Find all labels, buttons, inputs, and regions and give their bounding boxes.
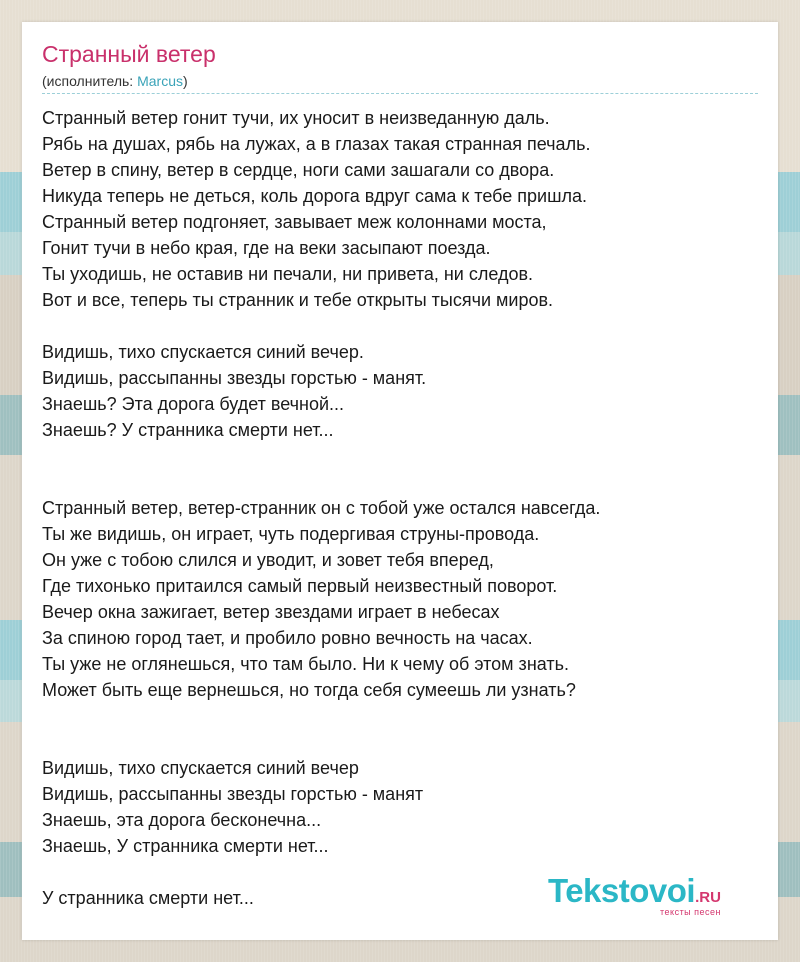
stanza-2 (42, 339, 600, 443)
lyrics-text (42, 105, 600, 911)
lyric-line: Ты уже не оглянешься, что там было. Ни к чему об этом знать. (42, 654, 569, 674)
lyric-line: Гонит тучи в небо края, где на веки засыпают поезда. (42, 238, 491, 258)
stanza-gap (42, 859, 600, 885)
lyric-line: Ты уходишь, не оставив ни печали, ни привета, ни следов. (42, 264, 534, 284)
lyric-line: Знаешь, У странника смерти нет... (42, 836, 329, 856)
song-title: Странный ветер (42, 41, 216, 67)
lyric-line: Странный ветер, ветер-странник он с тобой уже остался навсегда. (42, 498, 601, 518)
lyric-line: Видишь, тихо спускается синий вечер (42, 758, 359, 778)
lyric-line: Никуда теперь не деться, коль дорога вдруг сама к тебе пришла. (42, 186, 588, 206)
stanza-gap (42, 313, 600, 339)
lyric-line: Странный ветер подгоняет, завывает меж колоннами моста, (42, 212, 547, 232)
lyric-line: Может быть еще вернешься, но тогда себя сумеешь ли узнать? (42, 680, 576, 700)
lyric-line: Странный ветер гонит тучи, их уносит в неизведанную даль. (42, 108, 550, 128)
lyric-line: Знаешь? Эта дорога будет вечной... (42, 394, 345, 414)
lyric-line: Знаешь, эта дорога бесконечна... (42, 810, 322, 830)
logo-wordmark (548, 873, 758, 916)
lyric-line: Где тихонько притаился самый первый неизвестный поворот. (42, 576, 558, 596)
lyric-line: Видишь, рассыпанны звезды горстью - манят (42, 784, 424, 804)
logo-name: Tekstovoi (548, 872, 696, 909)
lyric-line: Знаешь? У странника смерти нет... (42, 420, 334, 440)
stanza-gap (42, 703, 600, 755)
performer-line (42, 73, 188, 89)
performer-link[interactable]: Marcus (137, 73, 183, 89)
stanza-gap (42, 443, 600, 495)
lyric-line: За спиною город тает, и пробило ровно вечность на часах. (42, 628, 533, 648)
stanza-5 (42, 885, 600, 911)
logo-tagline: тексты песен (660, 907, 722, 917)
lyric-line: Видишь, тихо спускается синий вечер. (42, 342, 364, 362)
lyric-line: Ты же видишь, он играет, чуть подергивая струны-провода. (42, 524, 540, 544)
lyric-line: Вечер окна зажигает, ветер звездами играет в небесах (42, 602, 500, 622)
stanza-3 (42, 495, 600, 703)
lyric-line: Он уже с тобою слился и уводит, и зовет тебя вперед, (42, 550, 494, 570)
header-divider (42, 93, 758, 94)
stanza-4 (42, 755, 600, 859)
lyric-line: Видишь, рассыпанны звезды горстью - манят. (42, 368, 427, 388)
performer-prefix: (исполнитель: (42, 73, 138, 89)
performer-suffix: ) (183, 73, 188, 89)
lyric-line: Вот и все, теперь ты странник и тебе открыты тысячи миров. (42, 290, 554, 310)
lyrics-card (22, 22, 778, 940)
lyric-line: У странника смерти нет... (42, 888, 254, 908)
stanza-1 (42, 105, 600, 313)
lyric-line: Рябь на душах, рябь на лужах, а в глазах такая странная печаль. (42, 134, 591, 154)
tekstovoi-logo[interactable] (548, 873, 758, 923)
lyric-line: Ветер в спину, ветер в сердце, ноги сами зашагали со двора. (42, 160, 555, 180)
logo-tld: .RU (695, 889, 721, 906)
